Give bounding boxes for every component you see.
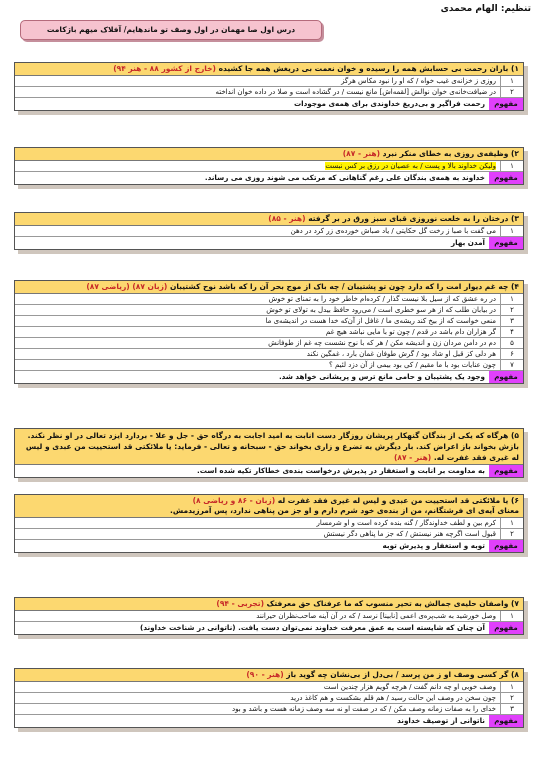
verse-number: ۲ [500,529,523,539]
section-title-text: ۴) چه غم دیوار امت را که دارد چون تو پشتیبان / چه باک از موج بحر آن را که باشد نوح کشتیبان [169,282,519,291]
concept-row [15,172,523,184]
verse-number: ۱ [500,76,523,86]
concept-label: مفهوم [489,237,523,249]
exam-reference: (هنر - ۹۰) [246,670,284,679]
section-subtitle: معنای آیه‌ی ای فرشتگانم، من از بنده‌ی خود شرم دارم و او جز من پناهی ندارد، پس آمرزیدمش. [170,506,519,515]
concept-text: رحمت فراگیر و بی‌دریغ خداوندی برای همه‌ی موجودات [293,99,485,108]
verse-text: چون عنایات بود با ما مقیم / کی بود بیمی از آن دزد لئیم ؟ [329,361,496,369]
concept-label: مفهوم [489,715,523,727]
section-1 [14,62,524,111]
concept-text: آن چنان که شایسته است به عمق معرفت خداوند نمی‌توان دست یافت. (ناتوانی در شناخت خداوند) [140,623,485,632]
section-title [15,598,523,611]
verse-number: ۴ [500,327,523,337]
section-3 [14,212,524,250]
verse-row [15,305,523,316]
concept-row [15,540,523,552]
verse-text: کرم بین و لطف خداوندگار / گنه بنده کرده است و او شرمسار [316,519,496,527]
section-4 [14,280,524,384]
exam-reference: (هنر - ۸۷) [342,149,381,158]
verse-row [15,611,523,622]
section-title-text: ۸) گر کسی وصف او ز من پرسد / بی‌دل از بی‌نشان چه گوید باز [286,670,519,679]
concept-text: وجود یک پشتیبان و حامی مانع ترس و پریشانی خواهد شد. [278,372,485,381]
verse-text: قبول است اگرچه هنر نیستش / که جز ما پناهی دگر نیستش [323,530,496,538]
verse-row [15,87,523,98]
verse-number: ۳ [500,704,523,714]
section-title [15,669,523,682]
verse-row [15,76,523,87]
concept-row [15,465,523,477]
section-2 [14,147,524,185]
verse-text: هر دلی کز قبل او شاد بود / گرش طوفان غمان بارد ، غمگین نکند [306,350,496,358]
concept-label: مفهوم [489,172,523,184]
verse-row [15,360,523,371]
verse-row [15,704,523,715]
concept-text: خداوند به همه‌ی بندگان علی رغم گناهانی که مرتکب می شوند روزی می رساند. [204,173,485,182]
verse-number: ۳ [500,316,523,326]
section-5 [14,428,524,478]
exam-reference: (خارج از کشور ۸۸ - هنر ۹۴) [113,64,216,73]
exam-reference: (زبان - ۸۶ و ریاضی ۸) [192,496,276,505]
verse-text: دم در دامن مردان زن و اندیشه مکن / هر که با نوح نشست چه غم از طوفانش [268,339,496,347]
verse-number: ۱ [500,226,523,236]
highlighted-verse: ولیکن خداوند بالا و پست / به عصیان در رزق بر کس نبست [325,162,496,170]
section-7 [14,597,524,635]
verse-number: ۱ [500,294,523,304]
exam-reference: (هنر - ۸۷) [393,453,432,462]
verse-text: چون سخن در وصف این حالت رسید / هم قلم بشکست و هم کاغذ درید [290,694,496,702]
concept-text: ناتوانی از توصیف خداوند [397,716,485,725]
exam-reference: (زبان ۸۷) (ریاضی ۸۷) [86,282,168,291]
verse-row [15,316,523,327]
verse-row [15,294,523,305]
verse-row [15,529,523,540]
concept-text: به مداومت بر انابت و استغفار در پذیرش درخواست بنده‌ی خطاکار تکیه شده است. [197,466,485,475]
section-title-text: ۵) هرگاه که یکی از بندگان گنهکار پریشان روزگار دست انابت به امید اجابت به درگاه حق - جل و علا - بردارد ایزد تعالی در او نظر نکند. بازش بخواند باز اعراض کند. بار دیگرش به تضرع و زاری بخواند حق - سبحانه و تعالی - فرماید: یا ملائکتی قد استحییت من عبدی و لیس له غیری فقد غفرت له. [25,431,519,462]
verse-text: در ره عشق که از سیل بلا نیست گذار / کرده‌ام خاطر خود را به تمنای تو خوش [268,295,496,303]
concept-text: آمدن بهار [451,238,485,247]
lesson-title: درس اول صا مهمان در اول وصف تو ماندهایم/ آفلاک میهم باژکامت [20,20,322,40]
verse-number: ۱ [500,161,523,171]
verse-row [15,693,523,704]
verse-text: در ضیافت‌خانه‌ی خوان نوالش [لقمه‌اش] مانع نیست / در گشاده است و صلا در داده خوان انداخته [215,88,496,96]
concept-label: مفهوم [489,465,523,477]
verse-number: ۱ [500,682,523,692]
verse-text: خدای را به صفات زمانه وصف مکن / که در صفت او نه سه وصف زمانه هست و باشد و بود [232,705,496,713]
concept-row [15,622,523,634]
section-title [15,148,523,161]
verse-row [15,338,523,349]
section-title [15,63,523,76]
verse-row [15,518,523,529]
section-title-text: ۱) باران رحمت بی حسابش همه را رسیده و خوان نعمت بی دریغش همه جا کشیده [218,64,519,73]
verse-number: ۲ [500,305,523,315]
exam-reference: (تجربی - ۹۴) [216,599,265,608]
verse-text: وصف خوبی او چه دانم گفت / هرچه گویم هزار چندین است [323,683,496,691]
concept-text: توبه و استغفار و پذیرش توبه [382,541,485,550]
section-title [15,281,523,294]
concept-row [15,98,523,110]
verse-text: می گفت با صبا ز رخت گل حکایتی / یاد صباش خورده‌ی زر کرد در دهن [290,227,496,235]
verse-text: در بیابان طلب که از هر سو خطری است / می‌رود حافظ بیدل به تولای تو خوش [266,306,496,314]
concept-label: مفهوم [489,540,523,552]
verse-row [15,349,523,360]
verse-number: ۲ [500,87,523,97]
verse-text: منعی خواست که از بیخ کند ریشه‌ی ما / غافل از آن‌که خدا هست در اندیشه‌ی ما [265,317,496,325]
concept-row [15,371,523,383]
section-8 [14,668,524,728]
section-title [15,495,523,518]
verse-text: روزی ز خزانه‌ی غیب خواه / که او را نبود مکاس هرگز [341,77,496,85]
verse-row [15,226,523,237]
verse-number: ۵ [500,338,523,348]
verse-text: وصل خورشید به شب‌پره‌ی اعمی [نابینا] نرسد / که در آن آینه صاحب‌نظران حیرانند [256,612,496,620]
section-6 [14,494,524,553]
concept-label: مفهوم [489,371,523,383]
section-title-text: ۶) یا ملائکتی قد استحییت من عبدی و لیس له غیری فقد غفرت له [277,496,519,505]
concept-label: مفهوم [489,98,523,110]
verse-row [15,682,523,693]
verse-text [15,161,500,171]
verse-number: ۱ [500,611,523,621]
verse-text: گر هزاران دام باشد در قدم / چون تو با مایی نباشد هیچ غم [325,328,496,336]
section-title-text: ۲) وظیفه‌ی روزی به خطای منکر نبرد [382,149,519,158]
section-title-text: ۳) درختان را به خلعت نوروزی قبای سبز ورق در بر گرفته [308,214,519,223]
verse-row [15,327,523,338]
verse-number: ۷ [500,360,523,370]
section-title [15,429,523,465]
concept-label: مفهوم [489,622,523,634]
concept-row [15,237,523,249]
section-title-text: ۷) واصفان حلیه‌ی جمالش به تحیر منسوب که ما عرفناک حق معرفتک [266,599,519,608]
author-label: تنظیم: الهام محمدی [440,4,531,14]
section-title [15,213,523,226]
verse-number: ۲ [500,693,523,703]
verse-number: ۶ [500,349,523,359]
exam-reference: (هنر - ۸۵) [268,214,306,223]
concept-row [15,715,523,727]
verse-number: ۱ [500,518,523,528]
verse-row [15,161,523,172]
